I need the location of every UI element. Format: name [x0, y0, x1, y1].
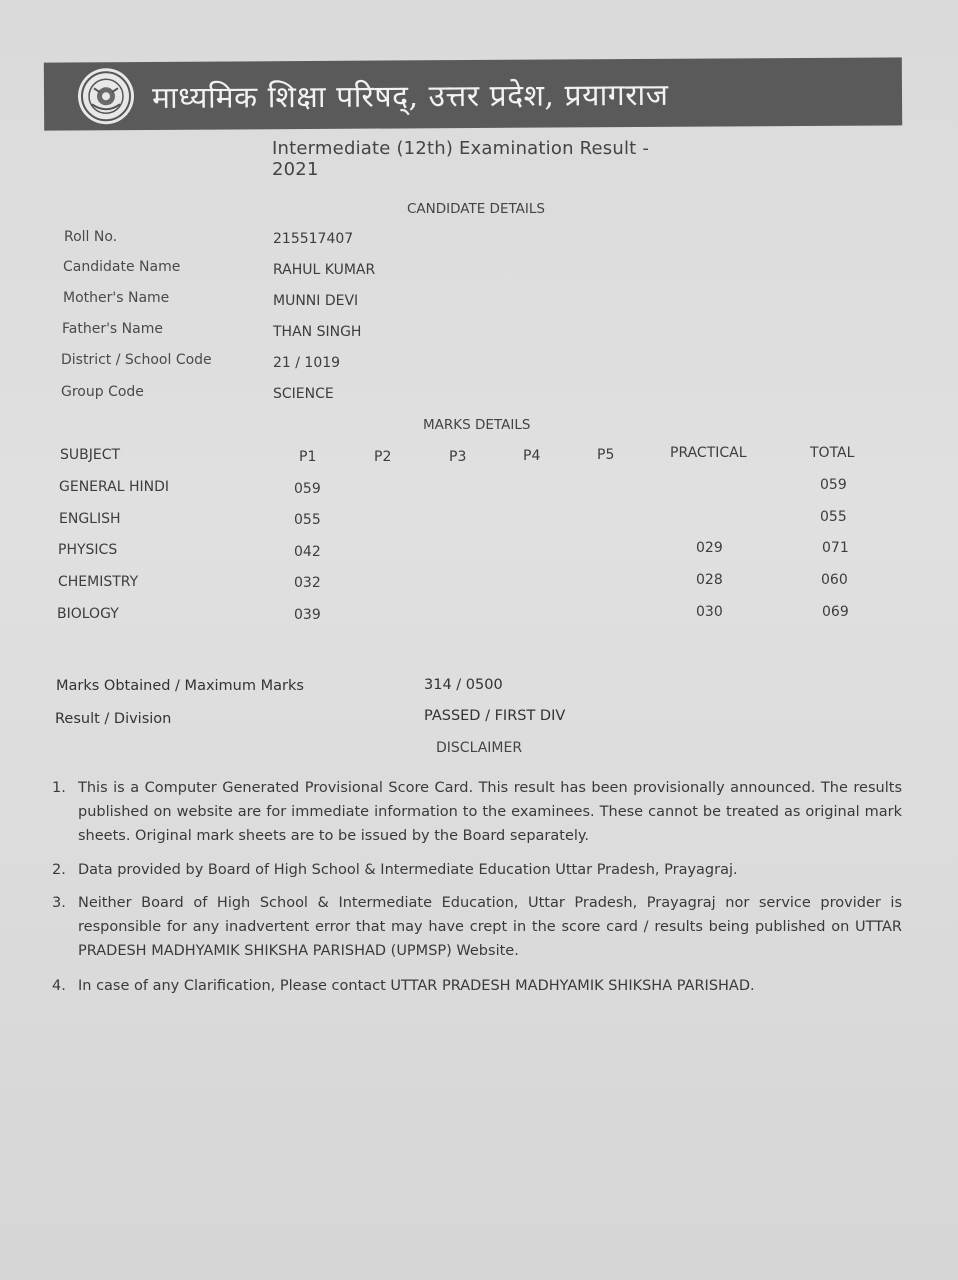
col-p3: P3: [449, 449, 467, 465]
roll-no-value: 215517407: [273, 231, 354, 247]
disclaimer-heading: DISCLAIMER: [436, 740, 523, 756]
result-division-label: Result / Division: [55, 711, 172, 727]
marks-details-heading: MARKS DETAILS: [423, 417, 531, 433]
col-subject: SUBJECT: [60, 447, 121, 463]
candidate-details-heading: CANDIDATE DETAILS: [407, 201, 545, 217]
disclaimer-text: In case of any Clarification, Please contact UTTAR PRADESH MADHYAMIK SHIKSHA PARISHAD.: [78, 978, 755, 994]
disclaimer-text: Data provided by Board of High School & Intermediate Education Uttar Pradesh, Prayagraj.: [78, 862, 738, 878]
col-p5: P5: [597, 447, 615, 463]
mother-name-value: MUNNI DEVI: [273, 293, 359, 309]
col-total: TOTAL: [810, 445, 855, 461]
district-school-code-label: District / School Code: [61, 352, 212, 368]
board-header-banner: [44, 57, 902, 130]
group-code-value: SCIENCE: [273, 386, 334, 402]
total-cell: 060: [821, 572, 848, 588]
p1-cell: 055: [294, 512, 321, 528]
col-practical: PRACTICAL: [670, 445, 747, 461]
p1-cell: 042: [294, 544, 321, 560]
result-division-value: PASSED / FIRST DIV: [424, 708, 566, 724]
total-cell: 071: [822, 540, 849, 556]
upmsp-seal-icon: [78, 68, 134, 124]
mother-name-label: Mother's Name: [63, 290, 170, 306]
p1-cell: 032: [294, 575, 321, 591]
disclaimer-text: Neither Board of High School & Intermediate Education, Uttar Pradesh, Prayagraj nor service provider is responsible for any inadvertent error that may have crept in the score card / results being published on UTTAR PRADESH MADHYAMIK SHIKSHA PARISHAD (UPMSP) Website.: [78, 895, 902, 959]
disclaimer-number: 4.: [52, 978, 66, 994]
total-cell: 055: [820, 509, 847, 525]
board-name-hindi: माध्यमिक शिक्षा परिषद्, उत्तर प्रदेश, प्रयागराज: [151, 77, 669, 116]
total-cell: 069: [822, 604, 849, 620]
disclaimer-number: 3.: [52, 895, 66, 911]
disclaimer-number: 2.: [52, 862, 66, 878]
subject-cell: GENERAL HINDI: [59, 479, 170, 495]
disclaimer-text: This is a Computer Generated Provisional Score Card. This result has been provisionally announced. The results published on website are for immediate information to the examinees. These cannot be treated as original mark sheets. Original mark sheets are to be issued by the Board separately.: [78, 780, 902, 844]
practical-cell: 028: [696, 572, 723, 588]
disclaimer-item: [52, 891, 902, 963]
disclaimer-number: 1.: [52, 780, 66, 796]
candidate-name-label: Candidate Name: [63, 259, 181, 275]
roll-no-label: Roll No.: [64, 229, 118, 245]
practical-cell: 030: [696, 604, 723, 620]
marks-obtained-value: 314 / 0500: [424, 677, 503, 693]
total-cell: 059: [820, 477, 847, 493]
subject-cell: BIOLOGY: [57, 606, 119, 622]
col-p2: P2: [374, 449, 392, 465]
col-p4: P4: [523, 448, 541, 464]
p1-cell: 059: [294, 481, 321, 497]
practical-cell: 029: [696, 540, 723, 556]
marks-obtained-label: Marks Obtained / Maximum Marks: [56, 678, 304, 694]
father-name-value: THAN SINGH: [273, 324, 362, 340]
group-code-label: Group Code: [61, 384, 144, 400]
document-title: Intermediate (12th) Examination Result - 2021: [272, 138, 650, 180]
subject-cell: CHEMISTRY: [58, 574, 139, 590]
subject-cell: PHYSICS: [58, 542, 118, 558]
father-name-label: Father's Name: [62, 321, 163, 337]
candidate-name-value: RAHUL KUMAR: [273, 262, 376, 278]
disclaimer-item: [52, 776, 902, 848]
district-school-code-value: 21 / 1019: [273, 355, 341, 371]
col-p1: P1: [299, 449, 317, 465]
p1-cell: 039: [294, 607, 321, 623]
subject-cell: ENGLISH: [59, 511, 121, 527]
disclaimer-item: [52, 858, 902, 882]
disclaimer-item: [52, 974, 902, 998]
